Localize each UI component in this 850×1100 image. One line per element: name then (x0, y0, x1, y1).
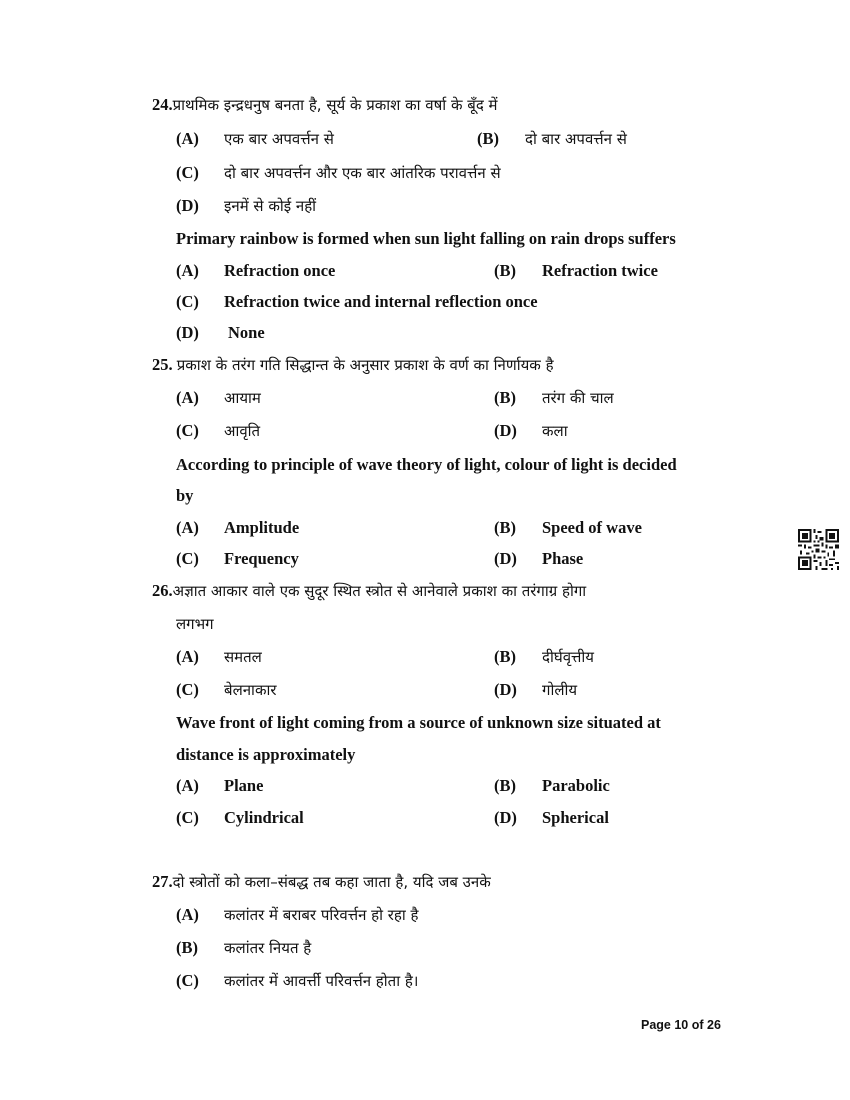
option-text: Phase (542, 549, 584, 568)
option-label: (A) (176, 129, 199, 148)
question-26-english: Wave front of light coming from a source of unknown size situated at (176, 713, 661, 732)
option-text: कलांतर में बराबर परिवर्त्तन हो रहा है (224, 906, 419, 924)
option-text: आयाम (224, 389, 261, 407)
option-text: None (228, 323, 265, 342)
option-text: बेलनाकार (224, 681, 277, 699)
option-text: Frequency (224, 549, 299, 568)
option-text: Refraction twice (542, 261, 658, 280)
qr-code-icon (798, 529, 839, 570)
option-text: Spherical (542, 808, 609, 827)
option-label: (B) (494, 518, 516, 537)
page-number: Page 10 of 26 (641, 1018, 721, 1032)
question-27-hindi (152, 872, 491, 892)
question-text: दो स्त्रोतों को कला–संबद्ध तब कहा जाता है, यदि जब उनके (172, 873, 491, 891)
question-25-hindi (152, 355, 554, 375)
question-number: 24. (152, 95, 173, 114)
option-label: (C) (176, 971, 199, 990)
option-label: (D) (494, 808, 517, 827)
option-label: (C) (176, 549, 199, 568)
option-text: Parabolic (542, 776, 610, 795)
option-text: कलांतर नियत है (224, 939, 312, 957)
option-text: Speed of wave (542, 518, 642, 537)
option-label: (D) (176, 323, 199, 342)
option-text: एक बार अपवर्त्तन से (224, 130, 334, 148)
option-label: (C) (176, 292, 199, 311)
option-label: (D) (176, 196, 199, 215)
option-text: कला (542, 422, 568, 440)
question-number: 27. (152, 872, 173, 891)
option-label: (A) (176, 261, 199, 280)
option-text: Amplitude (224, 518, 300, 537)
question-25-english: According to principle of wave theory of light, colour of light is decided (176, 455, 677, 474)
option-label: (D) (494, 421, 517, 440)
option-label: (B) (494, 261, 516, 280)
option-text: दो बार अपवर्त्तन और एक बार आंतरिक परावर्त्तन से (224, 164, 501, 182)
option-text: इनमें से कोई नहीं (224, 197, 317, 215)
question-25-english-cont: by (176, 486, 194, 505)
option-text: गोलीय (542, 681, 578, 699)
option-label: (B) (494, 776, 516, 795)
question-24-english: Primary rainbow is formed when sun light falling on rain drops suffers (176, 229, 676, 248)
question-26-english-cont: distance is approximately (176, 745, 356, 764)
option-text: तरंग की चाल (542, 389, 614, 407)
option-label: (A) (176, 647, 199, 666)
option-text: Plane (224, 776, 264, 795)
option-label: (B) (494, 647, 516, 666)
option-text: समतल (224, 648, 262, 666)
option-text: आवृति (224, 422, 261, 440)
option-label: (C) (176, 680, 199, 699)
question-text: अज्ञात आकार वाले एक सुदूर स्थित स्त्रोत से आनेवाले प्रकाश का तरंगाग्र होगा (172, 582, 587, 600)
option-label: (A) (176, 388, 199, 407)
question-26-hindi (152, 581, 586, 601)
option-text: Refraction twice and internal reflection once (224, 292, 538, 311)
option-label: (C) (176, 421, 199, 440)
option-label: (A) (176, 518, 199, 537)
question-text: प्रकाश के तरंग गति सिद्धान्त के अनुसार प्रकाश के वर्ण का निर्णायक है (176, 356, 554, 374)
option-label: (B) (176, 938, 198, 957)
option-text: दो बार अपवर्त्तन से (525, 130, 627, 148)
question-26-hindi-cont: लगभग (176, 615, 214, 633)
option-text: Cylindrical (224, 808, 304, 827)
option-label: (A) (176, 905, 199, 924)
option-text: Refraction once (224, 261, 336, 280)
option-label: (C) (176, 163, 199, 182)
option-label: (B) (494, 388, 516, 407)
question-24-hindi (152, 95, 498, 115)
option-label: (C) (176, 808, 199, 827)
question-number: 25. (152, 355, 173, 374)
option-label: (A) (176, 776, 199, 795)
option-label: (D) (494, 549, 517, 568)
option-text: कलांतर में आवर्त्ती परिवर्त्तन होता है। (224, 972, 419, 990)
question-text: प्राथमिक इन्द्रधनुष बनता है, सूर्य के प्रकाश का वर्षा के बूँद में (172, 96, 498, 114)
question-number: 26. (152, 581, 173, 600)
option-text: दीर्घवृत्तीय (542, 648, 595, 666)
option-label: (D) (494, 680, 517, 699)
option-label: (B) (477, 129, 499, 148)
